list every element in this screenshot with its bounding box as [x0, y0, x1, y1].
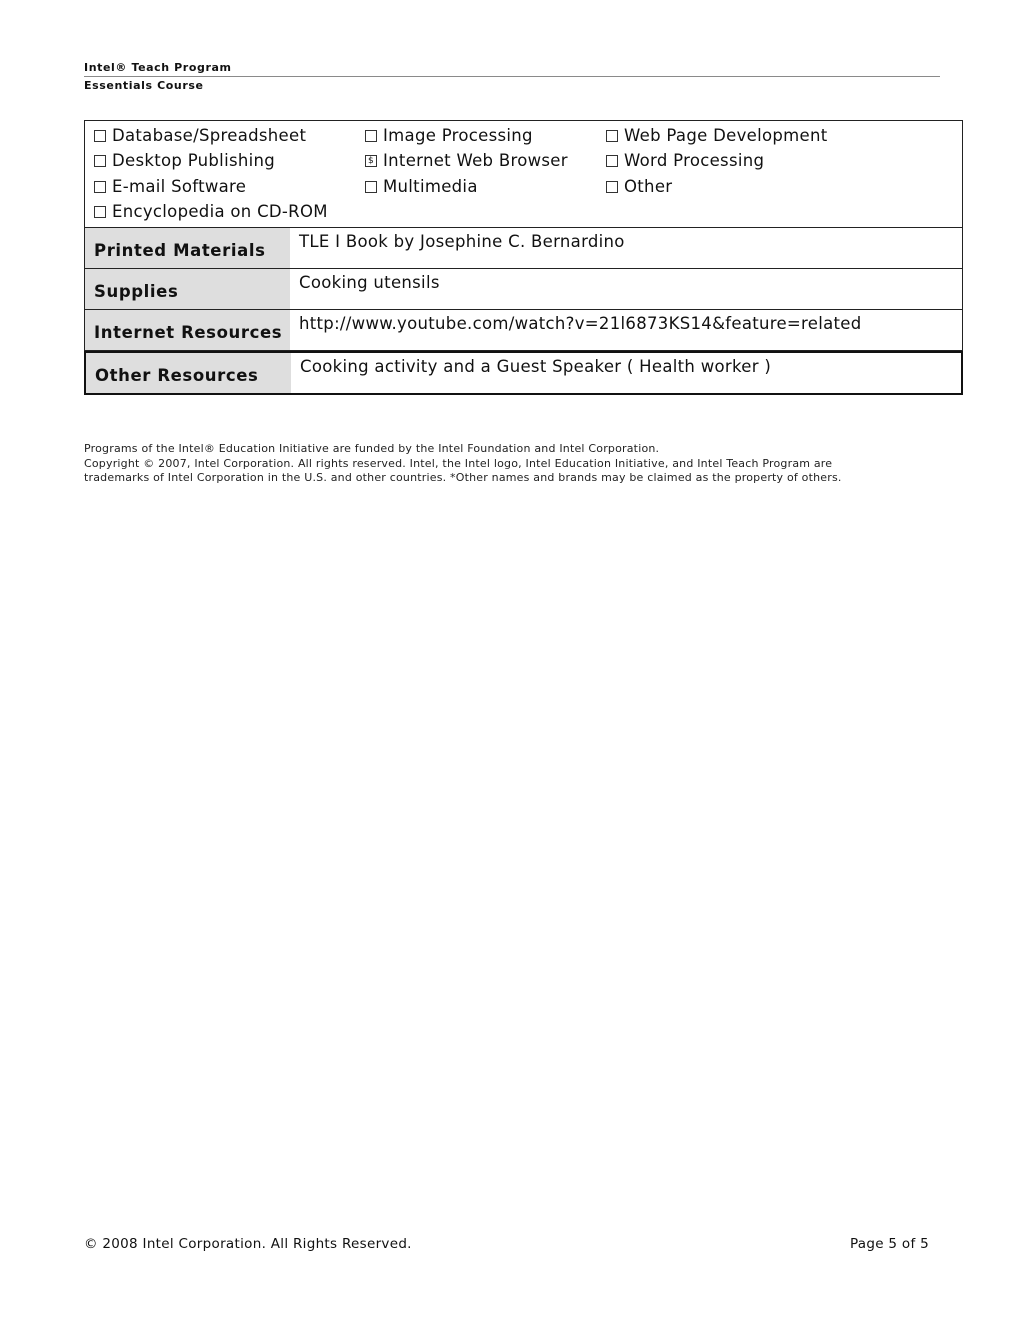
page-header [84, 60, 940, 93]
software-option-web-page-dev[interactable]: Web Page Development [606, 125, 827, 147]
software-option-database[interactable]: Database/Spreadsheet [94, 125, 306, 147]
software-option-email[interactable]: E-mail Software [94, 176, 246, 198]
row-label: Other Resources [86, 353, 291, 393]
software-option-encyclopedia[interactable]: Encyclopedia on CD-ROM [94, 201, 328, 223]
row-label: Internet Resources [85, 310, 290, 350]
software-option-multimedia[interactable]: Multimedia [365, 176, 478, 198]
checkbox[interactable] [94, 206, 106, 218]
resources-table [84, 120, 963, 395]
page-number: Page 5 of 5 [849, 1236, 929, 1252]
checkbox[interactable] [606, 181, 618, 193]
checkbox[interactable] [365, 130, 377, 142]
software-option-desktop-publishing[interactable]: Desktop Publishing [94, 150, 275, 172]
row-value: Cooking activity and a Guest Speaker ( Health worker ) [300, 357, 772, 376]
checkbox[interactable] [365, 181, 377, 193]
row-label: Supplies [85, 269, 290, 309]
row-value[interactable]: http://www.youtube.com/watch?v=21l6873KS14&feature=related [299, 314, 862, 333]
row-value: Cooking utensils [299, 273, 440, 292]
checkbox[interactable] [94, 130, 106, 142]
checkbox[interactable] [94, 181, 106, 193]
checkbox[interactable] [606, 155, 618, 167]
software-option-other[interactable]: Other [606, 176, 672, 198]
software-checklist [85, 121, 962, 228]
page-footer [84, 1236, 929, 1252]
footer-copyright: © 2008 Intel Corporation. All Rights Reserved. [84, 1236, 412, 1252]
footnote-line: Programs of the Intel® Education Initiative are funded by the Intel Foundation and Intel Corporation. [84, 442, 660, 455]
header-rule [84, 76, 940, 77]
software-option-image-processing[interactable]: Image Processing [365, 125, 533, 147]
row-internet-resources [85, 310, 962, 351]
software-option-word-processing[interactable]: Word Processing [606, 150, 764, 172]
footnote-line: trademarks of Intel Corporation in the U.S. and other countries. *Other names and brands may be claimed as the property of others. [84, 471, 842, 484]
checkbox[interactable] [606, 130, 618, 142]
checkbox-checked[interactable] [365, 155, 377, 167]
software-option-web-browser[interactable]: $Internet Web Browser [365, 150, 568, 172]
row-label: Printed Materials [85, 228, 290, 268]
row-other-resources [84, 351, 963, 395]
course-name: Essentials Course [84, 79, 204, 92]
footnote-line: Copyright © 2007, Intel Corporation. All rights reserved. Intel, the Intel logo, Intel Education Initiative, and Intel Teach Program are [84, 456, 833, 470]
row-printed-materials [85, 228, 962, 269]
checkbox[interactable] [94, 155, 106, 167]
row-value: TLE I Book by Josephine C. Bernardino [299, 232, 625, 251]
funding-footnote [84, 442, 964, 486]
program-name: Intel® Teach Program [84, 61, 232, 74]
row-supplies [85, 269, 962, 310]
